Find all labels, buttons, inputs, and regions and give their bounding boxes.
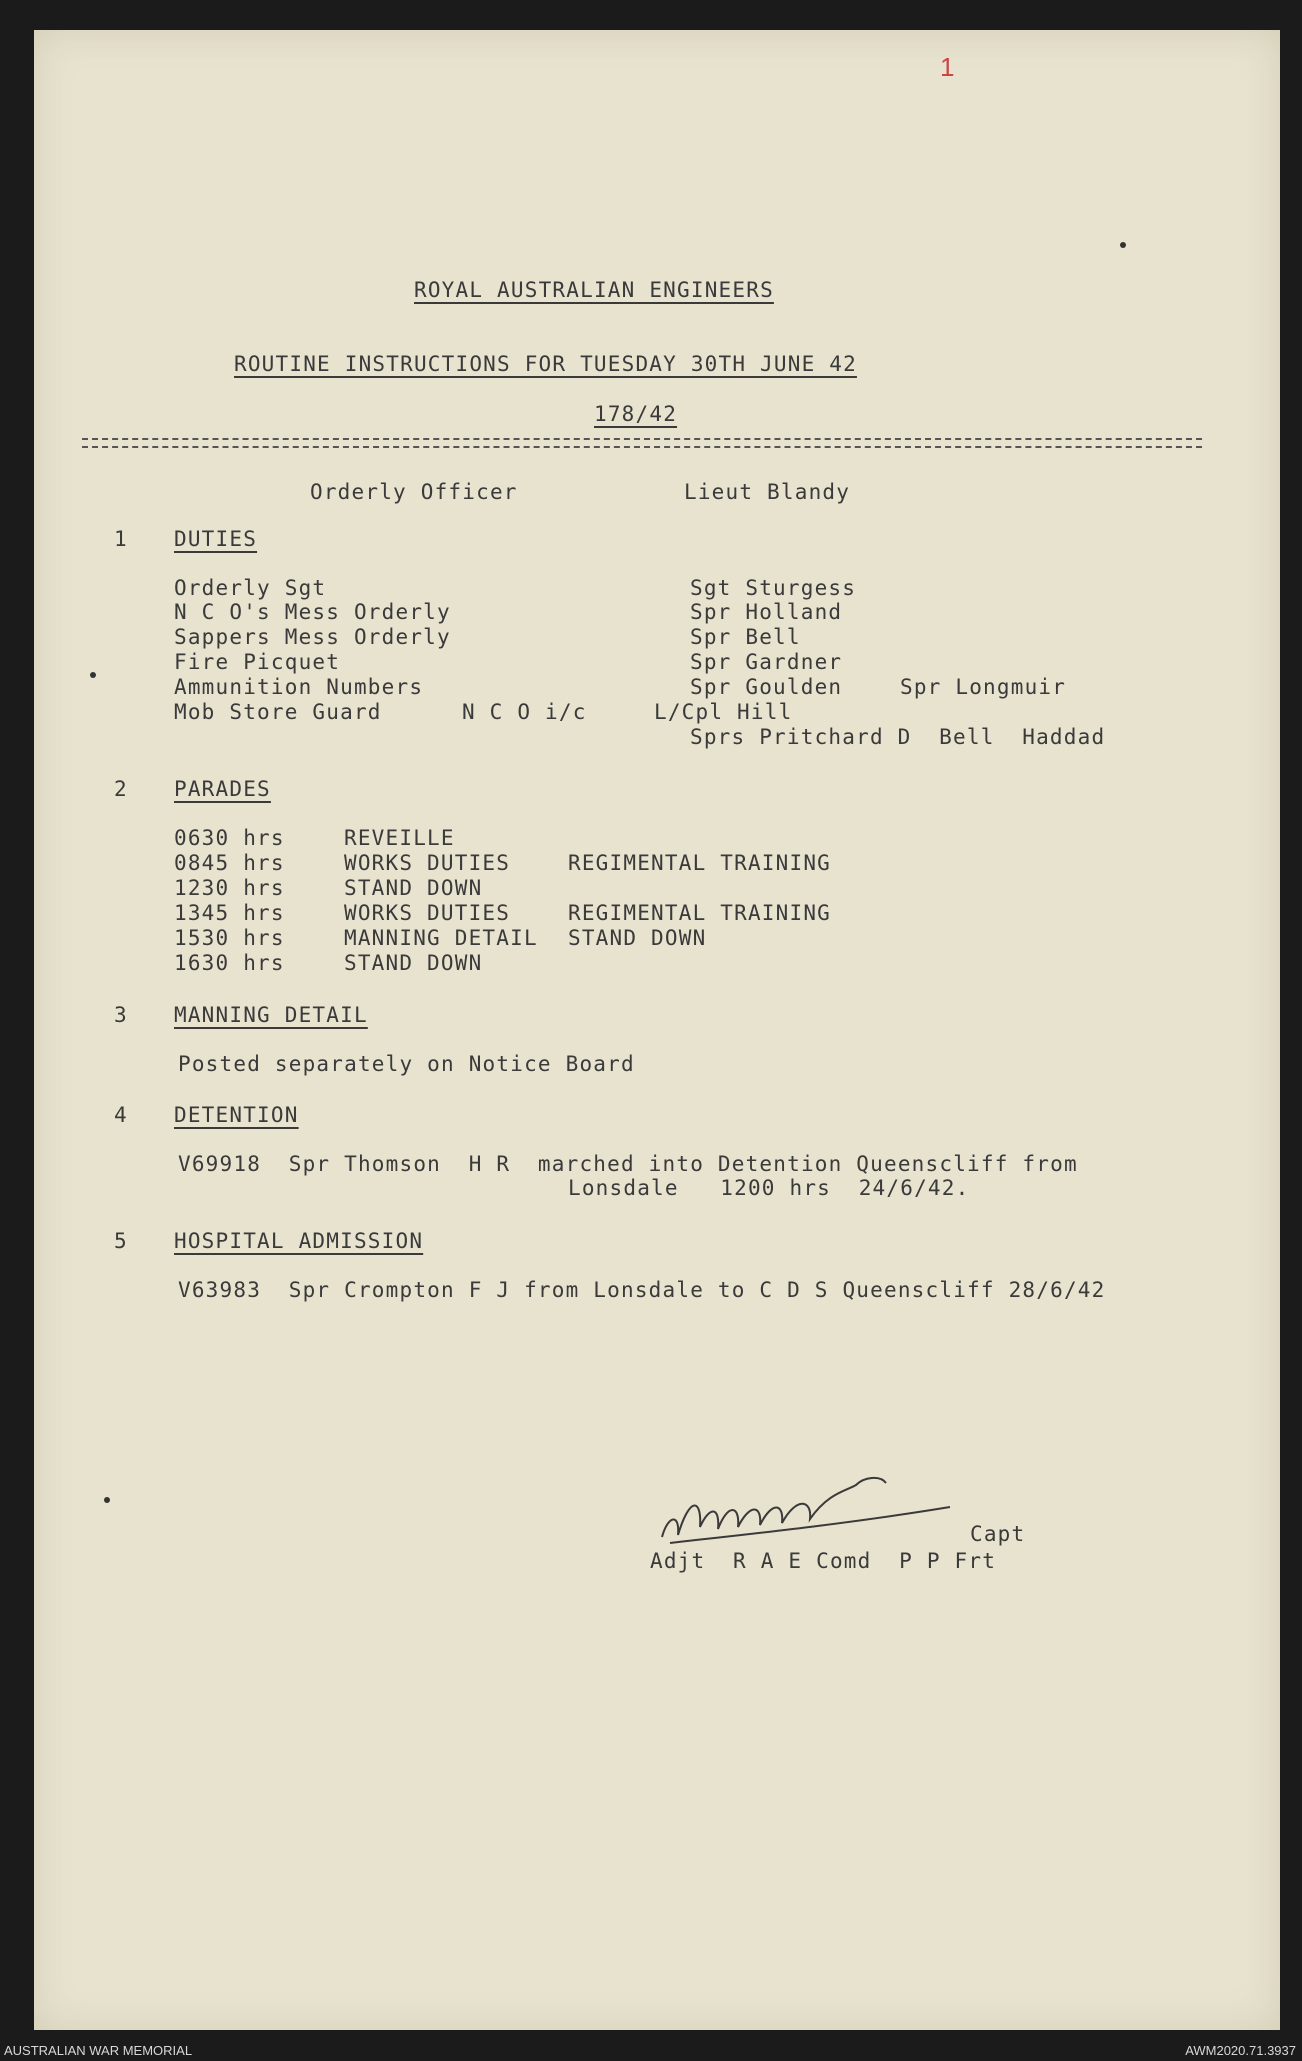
duty-value: Sgt Sturgess: [690, 576, 857, 600]
detention-line: Lonsdale 1200 hrs 24/6/42.: [568, 1176, 970, 1200]
signature-rank: Capt: [970, 1522, 1026, 1546]
parade-event: STAND DOWN: [344, 951, 483, 975]
section-number: 5: [114, 1229, 128, 1253]
duty-label: N C O's Mess Orderly: [174, 600, 451, 624]
punch-mark: [1120, 242, 1126, 248]
parade-note: REGIMENTAL TRAINING: [568, 901, 832, 925]
parade-time: 1345 hrs: [174, 901, 285, 925]
parade-event: WORKS DUTIES: [344, 901, 511, 925]
parade-time: 1230 hrs: [174, 876, 285, 900]
duty-label: Orderly Sgt: [174, 576, 327, 600]
duty-extra: Sprs Pritchard D Bell Haddad: [690, 725, 1106, 749]
duty-value: L/Cpl Hill: [654, 700, 793, 724]
parade-event: STAND DOWN: [344, 876, 483, 900]
punch-mark: [104, 1497, 110, 1503]
orderly-officer-label: Orderly Officer: [310, 480, 518, 504]
section-text: Posted separately on Notice Board: [178, 1052, 635, 1076]
duty-label: Ammunition Numbers: [174, 675, 424, 699]
footer-archive-label: AUSTRALIAN WAR MEMORIAL: [4, 2043, 193, 2058]
section-title-hospital-admission: HOSPITAL ADMISSION: [174, 1229, 424, 1253]
section-title-duties: DUTIES: [174, 527, 258, 551]
parade-time: 1630 hrs: [174, 951, 285, 975]
corner-mark: 1: [940, 52, 955, 82]
parade-event: MANNING DETAIL: [344, 926, 538, 950]
document-page: [34, 30, 1280, 2030]
signature-line: Adjt R A E Comd P P Frt: [650, 1549, 997, 1573]
section-number: 4: [114, 1103, 128, 1127]
parade-event: REVEILLE: [344, 826, 455, 850]
duty-label: Mob Store Guard: [174, 700, 382, 724]
duty-value: Spr Goulden: [690, 675, 843, 699]
detention-line: V69918 Spr Thomson H R marched into Detention Queenscliff from: [178, 1152, 1078, 1176]
orderly-officer-value: Lieut Blandy: [684, 480, 851, 504]
section-number: 1: [114, 527, 128, 551]
section-title-detention: DETENTION: [174, 1103, 299, 1127]
parade-time: 0630 hrs: [174, 826, 285, 850]
section-number: 2: [114, 777, 128, 801]
duty-label: Fire Picquet: [174, 650, 341, 674]
org-heading: ROYAL AUSTRALIAN ENGINEERS: [414, 278, 774, 302]
parade-time: 1530 hrs: [174, 926, 285, 950]
section-title-manning-detail: MANNING DETAIL: [174, 1003, 368, 1027]
duty-value: Spr Holland: [690, 600, 843, 624]
duty-label: Sappers Mess Orderly: [174, 625, 451, 649]
header-divider: [82, 438, 1202, 448]
duty-value: Spr Bell: [690, 625, 801, 649]
punch-mark: [90, 672, 96, 678]
document-number: 178/42: [594, 402, 678, 426]
parade-note: REGIMENTAL TRAINING: [568, 851, 832, 875]
duty-value: Spr Gardner: [690, 650, 843, 674]
parade-note: STAND DOWN: [568, 926, 707, 950]
section-title-parades: PARADES: [174, 777, 271, 801]
duty-mid: N C O i/c: [462, 700, 587, 724]
section-number: 3: [114, 1003, 128, 1027]
document-title: ROUTINE INSTRUCTIONS FOR TUESDAY 30TH JUNE 42: [234, 352, 857, 376]
duty-value-second: Spr Longmuir: [900, 675, 1067, 699]
hospital-line: V63983 Spr Crompton F J from Lonsdale to C D S Queenscliff 28/6/42: [178, 1278, 1106, 1302]
parade-time: 0845 hrs: [174, 851, 285, 875]
footer-accession-number: AWM2020.71.3937: [1185, 2043, 1296, 2058]
parade-event: WORKS DUTIES: [344, 851, 511, 875]
